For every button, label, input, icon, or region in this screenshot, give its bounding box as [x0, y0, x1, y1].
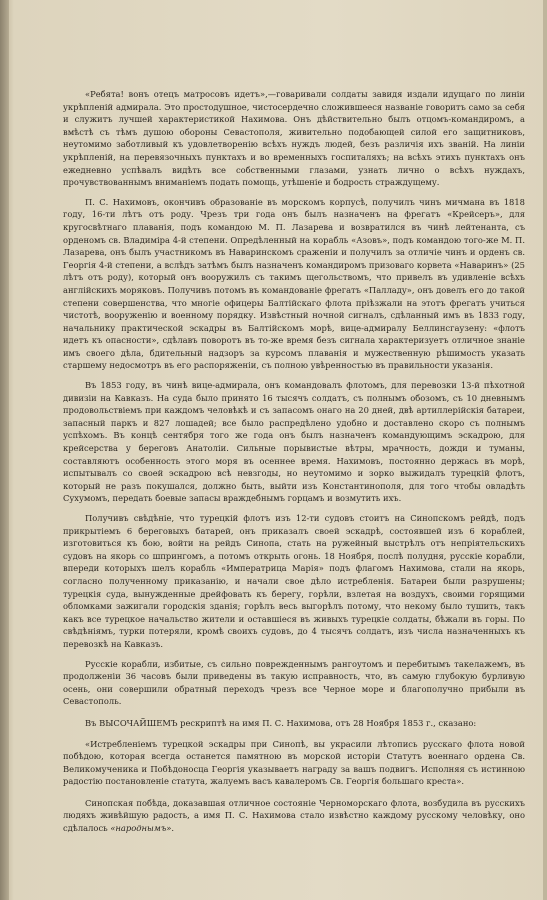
page-binding-edge	[0, 0, 9, 900]
paragraph-biography: П. С. Нахимовъ, окончивъ образованіе въ морскомъ корпусѣ, получилъ чинъ мичмана въ 1818 году, 16-ти лѣтъ отъ роду. Чрезъ три года онъ былъ назначенъ на фрегатъ «Крейсеръ», для кругосвѣтнаго плаванія, подъ командою М. П. Лазарева и возвратился въ чинѣ лейтенанта, съ орденомъ св. Владиміра 4-й степени. Опредѣленный на корабль «Азовъ», подъ командою того-же М. П. Лазарева, онъ былъ участникомъ въ Наваринскомъ сраженіи и получилъ за отличіе чинъ и орденъ св. Георгія 4-й степени, а вслѣдъ затѣмъ былъ назначенъ командиромъ призоваго корвета «Наваринъ» (25 лѣтъ отъ роду), который онъ вооружилъ съ такимъ щегольствомъ, что привелъ въ удивленіе всѣхъ англійскихъ моряковъ. Получивъ потомъ въ командованіе фрегатъ «Палладу», онъ довелъ его до такой степени совершенства, что многіе офицеры Балтійскаго флота пріѣзжали на этотъ фрегатъ учиться чистотѣ, вооруженію и военному порядку. Извѣстный ночной сигналъ, сдѣланный имъ въ 1833 году, начальнику практической эскадры въ Балтійскомъ морѣ, вице-адмиралу Беллинсгаузену: «флотъ идетъ къ опасности», сдѣлавъ поворотъ въ то-же время безъ сигнала характеризуетъ отличное знаніе имъ своего дѣла, бдительный надзоръ за курсомъ плаванія и мужественную рѣшимость указать старшему недосмотръ въ его распоряженіи, съ полною увѣренностью въ правильности указанія.	[63, 196, 525, 371]
paragraph-closing	[63, 797, 525, 835]
page-right-edge	[543, 0, 547, 900]
document-body	[63, 88, 525, 842]
rescript-quote: «Истребленіемъ турецкой эскадры при Синопѣ, вы украсили лѣтопись русскаго флота новой побѣдою, которая всегда останется памятною въ морской исторіи Статутъ военнаго ордена Св. Великомученика и Побѣдоносца Георгія указываетъ награду за вашъ подвигъ. Исполняя съ истинною радостію постановленіе статута, жалуемъ васъ кавалеромъ Св. Георгія большаго креста».	[63, 738, 525, 787]
closing-emphasis: «народнымъ».	[110, 823, 175, 834]
paragraph-return-sevastopol: Русскіе корабли, избитые, съ сильно поврежденнымъ рангоутомъ и перебитымъ такелажемъ, въ продолженіи 36 часовъ были приведены въ такую исправность, что, въ самую глубокую бурливую осень, они совершили обратный переходъ чрезъ все Черное море и благополучно прибыли въ Севастополь.	[63, 658, 525, 707]
rescript-intro: Въ ВЫСОЧАЙШЕМЪ рескриптѣ на имя П. С. Нахимова, отъ 28 Ноября 1853 г., сказано:	[85, 717, 477, 728]
paragraph-1853-expedition: Въ 1853 году, въ чинѣ вице-адмирала, онъ командовалъ флотомъ, для перевозки 13-й пѣхотной дивизіи на Кавказъ. На суда было принято 16 тысячъ солдатъ, съ полнымъ обозомъ, съ 10 дневнымъ продовольствіемъ при каждомъ человѣкѣ и съ запасомъ онаго на 20 дней, двѣ артиллерійскія батареи, запасный паркъ и 827 лошадей; все было распредѣлено удобно и доставлено скоро съ полнымъ успѣхомъ. Въ концѣ сентября того же года онъ былъ назначенъ командующимъ эскадрою, для крейсерства у береговъ Анатоліи. Сильные порывистые вѣтры, мрачность, дожди и туманы, составляютъ особенность этого моря въ осеннее время. Нахимовъ, постоянно держась въ морѣ, испытывалъ со своей эскадрою всѣ невзгоды, но неутомимо и зорко выжидалъ турецкій флотъ, который не разъ покушался, должно быть, выйти изъ Константинополя, для того чтобы овладѣть Сухумомъ, передать боевые запасы враждебнымъ горцамъ и возмутить ихъ.	[63, 380, 525, 504]
paragraph-intro: «Ребята! вонъ отецъ матросовъ идетъ»,—говаривали солдаты завидя издали идущаго по линіи укрѣпленій адмирала. Это простодушное, чистосердечно сложившееся названіе говоритъ само за себя и служитъ лучшей характеристикой Нахимова. Онъ дѣйствительно былъ отцомъ-командиромъ, а вмѣстѣ съ тѣмъ душою обороны Севастополя, живительно подобающей силой его защитниковъ, неутомимо заботливый къ удовлетворенію всѣхъ нуждъ людей, безъ различія ихъ званій. На линіи укрѣпленій, на перевязочныхъ пунктахъ и во временныхъ госпиталяхъ; на всѣхъ этихъ пунктахъ онъ ежедневно успѣвалъ видѣть все собственными глазами, узнать лично о всѣхъ нуждахъ, прочувствованнымъ вниманіемъ подать помощь, утѣшеніе и бодрость страждущему.	[63, 89, 525, 188]
closing-text: Синопская побѣда, доказавшая отличное состояніе Черноморскаго флота, возбудила въ русскихъ людяхъ живѣйшую радость, а имя П. С. Нахимова стало извѣстно каждому русскому человѣку, оно сдѣлалось	[63, 797, 525, 834]
paragraph-sinop-battle: Получивъ свѣдѣніе, что турецкій флотъ изъ 12-ти судовъ стоитъ на Синопскомъ рейдѣ, подъ прикрытіемъ 6 береговыхъ батарей, онъ приказалъ своей эскадрѣ, состоявшей изъ 6 кораблей, изготовиться къ бою, войти на рейдъ Синопа, стать на ружейный выстрѣлъ отъ непріятельскихъ судовъ на якорь со шпрингомъ, а потомъ открыть огонь. 18 Ноября, послѣ полудня, русскіе корабли, впереди которыхъ шелъ корабль «Императрица Марія» подъ флагомъ Нахимова, стали на якорь, согласно полученному приказанію, и начали свое дѣло истребленія. Батареи были разрушены; турецкія суда, вынужденные дрейфовать къ берегу, горѣли, взлетая на воздухъ, своими горящими обломками зажигали городскія зданія; горѣлъ весь выгорѣлъ потому, что некому было тушить, такъ какъ все турецкое начальство жители и оставшіеся въ живыхъ турецкіе солдаты, бѣжали въ горы. По свѣдѣніямъ, турки потеряли, кромѣ своихъ судовъ, до 4 тысячъ солдатъ, изъ числа назначенныхъ къ перевозкѣ на Кавказъ.	[63, 513, 525, 649]
